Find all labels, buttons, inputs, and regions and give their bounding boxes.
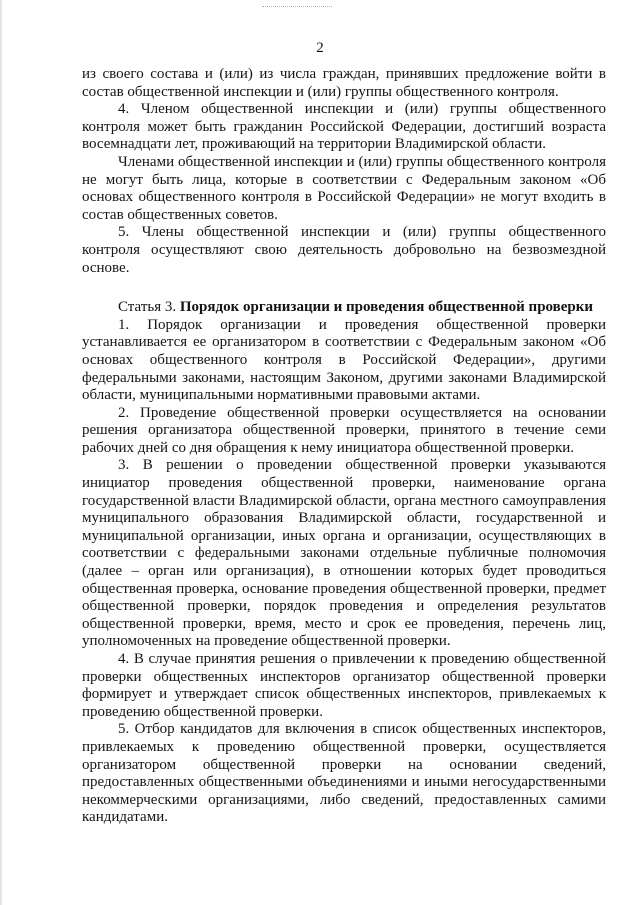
article-paragraph-1: 1. Порядок организации и проведения общественной проверки устанавливается ее организатором в соответствии с Федеральным законом «Об основах общественного контроля в Российской Федерации», другими федеральными законами, настоящим Законом, другими законами Владимирской области, муниципальными нормативными правовыми актами. <box>82 316 606 404</box>
article-paragraph-3: 3. В решении о проведении общественной проверки указываются инициатор проведения общественной проверки, наименование органа государственной власти Владимирской области, органа местного самоуправления муниципального образования Владимирской области, государственной и муниципальной организации, иных органа и организации, осуществляющих в соответствии с федеральными законами отдельные публичные полномочия (далее – орган или организация), в отношении которых будет проводиться общественная проверка, основание проведения общественной проверки, предмет общественной проверки, порядок проведения и определения результатов общественной проверки, время, место и срок ее проведения, перечень лиц, уполномоченных на проведение общественной проверки. <box>82 457 606 650</box>
article-title: Порядок организации и проведения общественной проверки <box>179 299 594 316</box>
article-number: Статья 3. <box>118 299 180 316</box>
page-number: 2 <box>316 40 324 56</box>
article-paragraph-4: 4. В случае принятия решения о привлечении к проведению общественной проверки общественных инспекторов организатор общественной проверки формирует и утверждает список общественных инспекторов, привлекаемых к проведению общественной проверки. <box>82 651 606 720</box>
article-paragraph-5: 5. Отбор кандидатов для включения в список общественных инспекторов, привлекаемых к проведению общественной проверки, осуществляется организатором общественной проверки на основании сведений, предоставленных общественными объединениями и иными негосударственными некоммерческими организациями, либо сведений, предоставленных самими кандидатами. <box>82 721 606 826</box>
paragraph-item-4: 4. Членом общественной инспекции и (или) группы общественного контроля может быть гражданин Российской Федерации, достигший возраста восемнадцати лет, проживающий на территории Владимирской области. <box>82 101 606 153</box>
paragraph-continuation: из своего состава и (или) из числа граждан, принявших предложение войти в состав общественной инспекции и (или) группы общественного контроля. <box>82 66 606 100</box>
paragraph-restriction: Членами общественной инспекции и (или) группы общественного контроля не могут быть лица, которые в соответствии с Федеральным законом «Об основах общественного контроля в Российской Федерации» не могут входить в состав общественных советов. <box>82 153 606 223</box>
scan-edge-shadow <box>0 0 3 905</box>
scan-artifact <box>262 6 332 11</box>
article-heading <box>82 299 606 317</box>
document-body <box>82 66 606 827</box>
article-paragraph-2: 2. Проведение общественной проверки осуществляется на основании решения организатора общественной проверки, принятого в течение семи рабочих дней со дня обращения к нему инициатора общественной проверки. <box>82 404 606 456</box>
paragraph-item-5: 5. Члены общественной инспекции и (или) группы общественного контроля осуществляют свою деятельность добровольно на безвозмездной основе. <box>82 224 606 276</box>
